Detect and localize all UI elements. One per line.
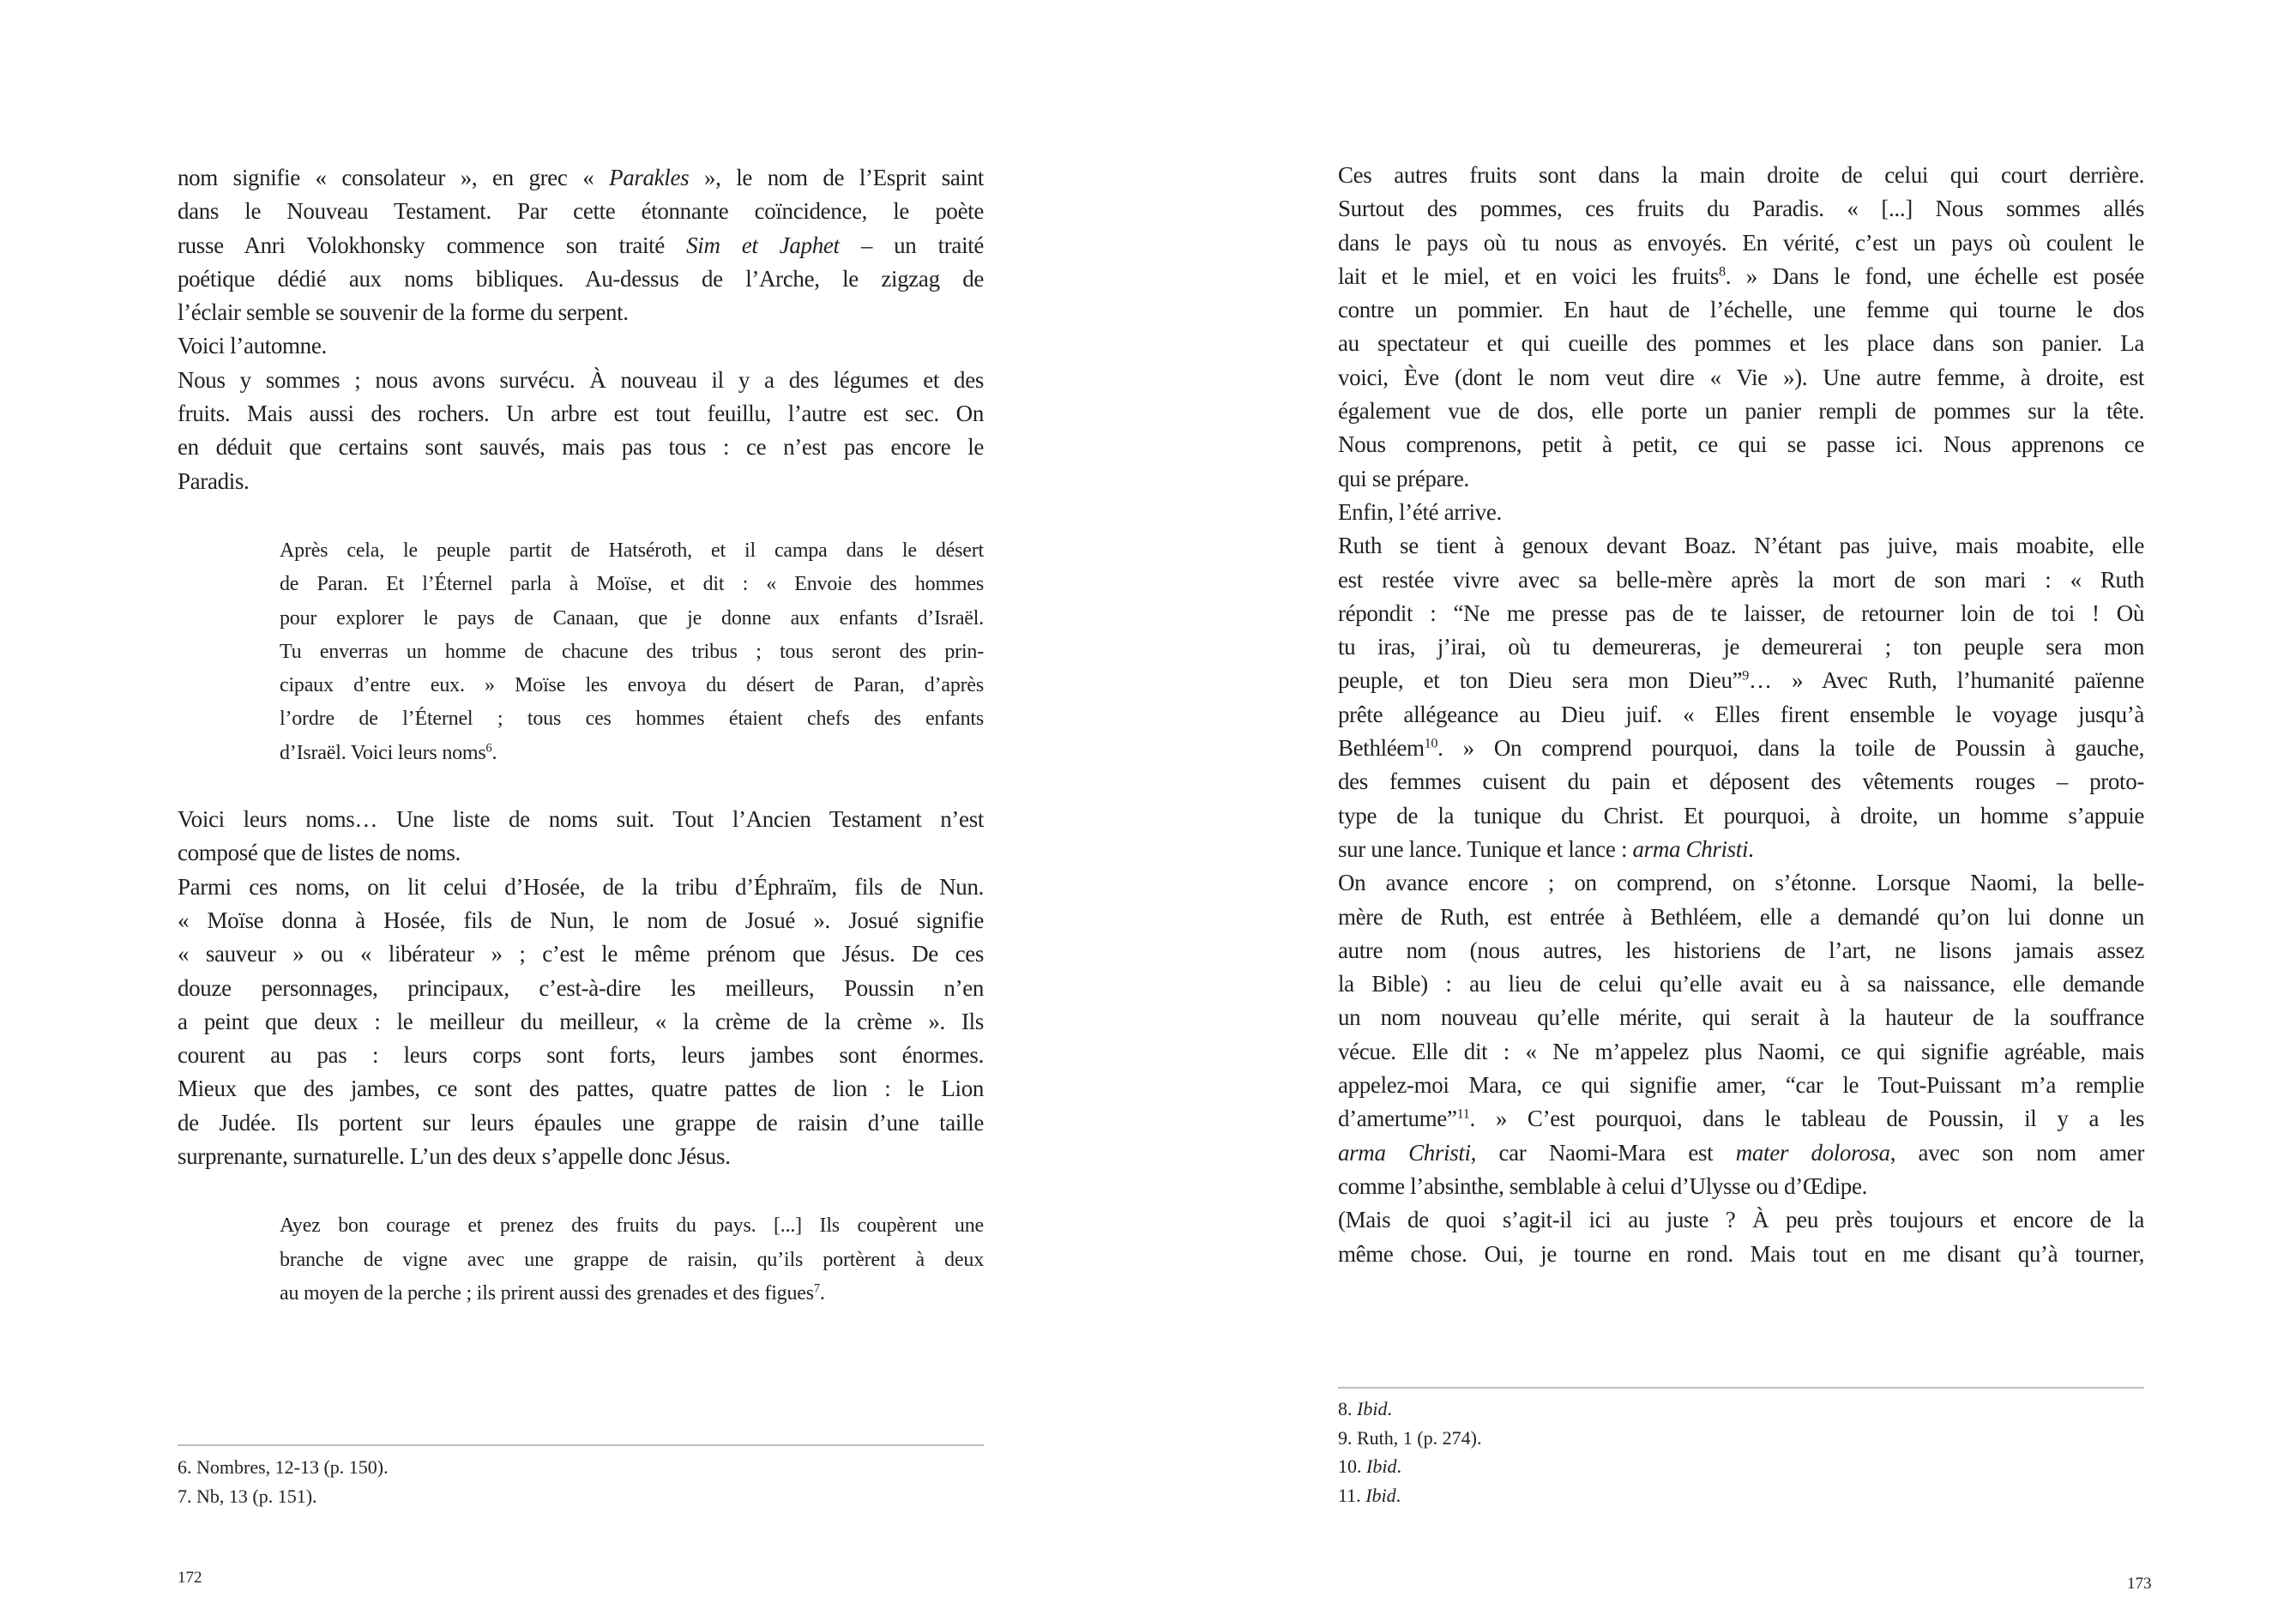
text-run: Voici leurs noms… Une liste de noms suit. Tout l’Ancien Testament n’est bbox=[178, 806, 984, 833]
paragraph bbox=[1338, 866, 2144, 1203]
text-run: On avance encore ; on comprend, on s’étonne. Lorsque Naomi, la belle- bbox=[1338, 870, 2144, 896]
text-run: dans le pays où tu nous as envoyés. En vérité, c’est un pays où coulent le bbox=[1338, 229, 2144, 256]
text-run: , car Naomi-Mara est bbox=[1470, 1139, 1736, 1166]
text-line bbox=[178, 871, 984, 904]
italic-text: mater dolorosa bbox=[1735, 1139, 1890, 1166]
text-run: cipaux d’entre eux. » Moïse les envoya du désert de Paran, d’après bbox=[280, 674, 984, 697]
text-run: Paradis. bbox=[178, 467, 250, 494]
text-run: fruits. Mais aussi des rochers. Un arbre est tout feuillu, l’autre est sec. On bbox=[178, 401, 984, 427]
text-line bbox=[280, 636, 984, 669]
text-run: . » C’est pourquoi, dans le tableau de Poussin, il y a les bbox=[1469, 1106, 2144, 1132]
text-line bbox=[1338, 901, 2144, 934]
text-line bbox=[1338, 1238, 2144, 1271]
footnote bbox=[178, 1453, 389, 1482]
text-line bbox=[1338, 496, 2144, 529]
text-run: 10. bbox=[1338, 1455, 1366, 1477]
text-line bbox=[1338, 1170, 2144, 1203]
text-run: . » Dans le fond, une échelle est posée bbox=[1725, 262, 2144, 289]
italic-text: arma Christi bbox=[1632, 835, 1749, 862]
text-line bbox=[280, 1277, 984, 1311]
text-line bbox=[1338, 260, 2144, 293]
text-run: Ces autres fruits sont dans la main droite de celui qui court derrière. bbox=[1338, 162, 2144, 188]
text-line bbox=[1338, 327, 2144, 360]
footnotes bbox=[178, 1453, 389, 1510]
text-run: 11. bbox=[1338, 1484, 1366, 1506]
text-run: Bethléem bbox=[1338, 735, 1425, 762]
paragraph bbox=[178, 803, 984, 871]
paragraph bbox=[1338, 159, 2144, 496]
text-run: de Paran. Et l’Éternel parla à Moïse, et dit : « Envoie des hommes bbox=[280, 573, 984, 596]
text-run: mère de Ruth, est entrée à Bethléem, elle a demandé qu’on lui donne un bbox=[1338, 903, 2144, 930]
text-line bbox=[1338, 529, 2144, 563]
text-run: l’éclair semble se souvenir de la forme du serpent. bbox=[178, 299, 629, 326]
text-line bbox=[1338, 1069, 2144, 1102]
text-line bbox=[178, 195, 984, 228]
text-run: 7. Nb, 13 (p. 151). bbox=[178, 1485, 317, 1507]
text-run: appelez-moi Mara, ce qui signifie amer, “car le Tout-Puissant m’a remplie bbox=[1338, 1072, 2144, 1099]
text-run: Surtout des pommes, ces fruits du Paradis. « [...] Nous sommes allés bbox=[1338, 196, 2144, 222]
text-run: contre un pommier. En haut de l’échelle, une femme qui tourne le dos bbox=[1338, 297, 2144, 323]
text-run: a peint que deux : le meilleur du meilleur, « la crème de la crème ». Ils bbox=[178, 1008, 984, 1034]
text-run: . bbox=[491, 741, 497, 764]
text-run: . bbox=[1396, 1455, 1401, 1477]
text-line bbox=[1338, 1035, 2144, 1069]
text-line bbox=[178, 364, 984, 397]
text-run: au spectateur et qui cueille des pommes et les place dans son panier. La bbox=[1338, 330, 2144, 357]
text-run: 6. Nombres, 12-13 (p. 150). bbox=[178, 1456, 389, 1478]
text-line bbox=[1338, 833, 2144, 866]
text-run: , avec son nom amer bbox=[1889, 1139, 2144, 1166]
text-line bbox=[1338, 462, 2144, 496]
text-line bbox=[280, 702, 984, 736]
text-run: Mieux que des jambes, ce sont des pattes, quatre pattes de lion : le Lion bbox=[178, 1076, 984, 1102]
italic-text: arma Christi bbox=[1338, 1139, 1471, 1166]
text-run: un nom nouveau qu’elle mérite, qui serait à la hauteur de la souffrance bbox=[1338, 1004, 2144, 1031]
text-run: lait et le miel, et en voici les fruits bbox=[1338, 262, 1720, 289]
body-text bbox=[178, 161, 984, 1343]
text-run: (Mais de quoi s’agit-il ici au juste ? À peu près toujours et encore de la bbox=[1338, 1207, 2144, 1233]
paragraph bbox=[178, 364, 984, 498]
text-run: vécue. Elle dit : « Ne m’appelez plus Naomi, ce qui signifie agréable, mais bbox=[1338, 1038, 2144, 1064]
text-line bbox=[178, 1005, 984, 1039]
text-run: branche de vigne avec une grappe de raisin, qu’ils portèrent à deux bbox=[280, 1248, 984, 1271]
text-run: est restée vivre avec sa belle-mère après la mort de son mari : « Ruth bbox=[1338, 566, 2144, 593]
paragraph bbox=[1338, 1203, 2144, 1271]
text-line bbox=[1338, 1001, 2144, 1034]
text-run: d’amertume” bbox=[1338, 1106, 1457, 1132]
text-run: Après cela, le peuple partit de Hatséroth, et il campa dans le désert bbox=[280, 539, 984, 562]
page-number: 172 bbox=[178, 1569, 202, 1587]
footnote bbox=[1338, 1395, 1481, 1424]
footnote-ref: 9 bbox=[1742, 667, 1750, 684]
text-line bbox=[178, 1140, 984, 1173]
block-quote bbox=[280, 534, 984, 770]
italic-text: Sim et Japhet bbox=[686, 232, 840, 258]
text-line bbox=[178, 329, 984, 363]
footnote bbox=[1338, 1481, 1481, 1510]
paragraph bbox=[178, 871, 984, 1174]
text-line bbox=[1338, 395, 2144, 428]
paragraph bbox=[178, 161, 984, 329]
text-line bbox=[1338, 428, 2144, 461]
text-run: dans le Nouveau Testament. Par cette étonnante coïncidence, le poète bbox=[178, 198, 984, 225]
text-line bbox=[280, 568, 984, 601]
paragraph bbox=[178, 329, 984, 363]
text-line bbox=[1338, 967, 2144, 1001]
page-number: 173 bbox=[2127, 1575, 2152, 1593]
text-run: en déduit que certains sont sauvés, mais pas tous : ce n’est pas encore le bbox=[178, 434, 984, 461]
text-run: . » On comprend pourquoi, dans la toile de Poussin à gauche, bbox=[1437, 735, 2144, 762]
footnote-ref: 7 bbox=[813, 1281, 820, 1296]
text-line bbox=[1338, 630, 2144, 664]
text-run: « sauveur » ou « libérateur » ; c’est le même prénom que Jésus. De ces bbox=[178, 941, 984, 967]
text-line bbox=[1338, 934, 2144, 967]
text-line bbox=[178, 836, 984, 870]
text-run: douze personnages, principaux, c’est-à-dire les meilleurs, Poussin n’en bbox=[178, 974, 984, 1001]
text-run: prête allégeance au Dieu juif. « Elles firent ensemble le voyage jusqu’à bbox=[1338, 701, 2144, 727]
text-run: 9. Ruth, 1 (p. 274). bbox=[1338, 1426, 1482, 1449]
text-line bbox=[1338, 698, 2144, 732]
text-line bbox=[280, 737, 984, 770]
text-run: comme l’absinthe, semblable à celui d’Ulysse ou d’Œdipe. bbox=[1338, 1172, 1867, 1199]
text-line bbox=[280, 669, 984, 702]
text-run: Enfin, l’été arrive. bbox=[1338, 498, 1502, 525]
text-run: Parmi ces noms, on lit celui d’Hosée, de la tribu d’Éphraïm, fils de Nun. bbox=[178, 873, 984, 900]
text-line bbox=[280, 534, 984, 568]
text-line bbox=[1338, 361, 2144, 395]
text-run: au moyen de la perche ; ils prirent aussi des grenades et des figues bbox=[280, 1281, 814, 1305]
text-run: voici, Ève (dont le nom veut dire « Vie »). Une autre femme, à droite, est bbox=[1338, 364, 2144, 390]
block-quote bbox=[280, 1209, 984, 1311]
footnote bbox=[1338, 1452, 1481, 1481]
text-run: autre nom (nous autres, les historiens de l’art, ne lisons jamais assez bbox=[1338, 937, 2144, 963]
footnotes bbox=[1338, 1395, 1481, 1510]
text-run: surprenante, surnaturelle. L’un des deux s’appelle donc Jésus. bbox=[178, 1143, 731, 1170]
text-run: « Moïse donna à Hosée, fils de Nun, le nom de Josué ». Josué signifie bbox=[178, 907, 984, 933]
text-line bbox=[1338, 597, 2144, 630]
text-run: même chose. Oui, je tourne en rond. Mais tout en me disant qu’à tourner, bbox=[1338, 1240, 2144, 1267]
text-run: pour explorer le pays de Canaan, que je donne aux enfants d’Israël. bbox=[280, 606, 984, 630]
text-line bbox=[178, 937, 984, 971]
footnote bbox=[178, 1482, 389, 1511]
text-run: … » Avec Ruth, l’humanité païenne bbox=[1749, 667, 2144, 694]
text-run: . bbox=[1395, 1484, 1401, 1506]
text-line bbox=[280, 602, 984, 636]
text-line bbox=[280, 1209, 984, 1243]
text-run: . bbox=[1387, 1398, 1392, 1419]
text-run: Ruth se tient à genoux devant Boaz. N’étant pas juive, mais moabite, elle bbox=[1338, 533, 2144, 559]
footnote-ref: 6 bbox=[485, 741, 492, 756]
footnote-ref: 10 bbox=[1424, 735, 1438, 751]
text-run: Nous y sommes ; nous avons survécu. À nouveau il y a des légumes et des bbox=[178, 366, 984, 393]
text-run: – un traité bbox=[839, 232, 985, 258]
text-line bbox=[1338, 732, 2144, 765]
text-line bbox=[178, 431, 984, 464]
text-run: courent au pas : leurs corps sont forts, leurs jambes sont énormes. bbox=[178, 1042, 984, 1069]
text-line bbox=[1338, 293, 2144, 327]
text-run: Voici l’automne. bbox=[178, 333, 327, 359]
text-run: Tu enverras un homme de chacune des tribus ; tous seront des prin- bbox=[280, 640, 984, 663]
text-line bbox=[178, 904, 984, 937]
italic-text: Ibid bbox=[1357, 1398, 1388, 1419]
footnote-divider bbox=[1338, 1387, 2144, 1389]
text-line bbox=[1338, 866, 2144, 900]
text-run: . bbox=[1748, 835, 1754, 862]
text-run: poétique dédié aux noms bibliques. Au-dessus de l’Arche, le zigzag de bbox=[178, 265, 984, 292]
text-run: sur une lance. Tunique et lance : bbox=[1338, 835, 1633, 862]
text-line bbox=[178, 1072, 984, 1106]
text-run: russe Anri Volokhonsky commence son traité bbox=[178, 232, 687, 258]
paragraph bbox=[1338, 496, 2144, 529]
body-text bbox=[1338, 159, 2144, 1271]
text-line bbox=[178, 465, 984, 498]
text-run: nom signifie « consolateur », en grec « bbox=[178, 165, 610, 190]
text-line bbox=[178, 229, 984, 262]
italic-text: Ibid bbox=[1365, 1484, 1396, 1506]
text-run: répondit : “Ne me presse pas de te laisser, de retourner loin de toi ! Où bbox=[1338, 600, 2144, 626]
text-run: d’Israël. Voici leurs noms bbox=[280, 741, 486, 764]
text-line bbox=[178, 296, 984, 329]
text-line bbox=[178, 1106, 984, 1140]
footnote-ref: 11 bbox=[1456, 1106, 1470, 1122]
text-line bbox=[178, 262, 984, 296]
text-run: 8. bbox=[1338, 1398, 1357, 1419]
text-line bbox=[1338, 664, 2144, 697]
footnote bbox=[1338, 1424, 1481, 1453]
text-run: Nous comprenons, petit à petit, ce qui se passe ici. Nous apprenons ce bbox=[1338, 431, 2144, 458]
text-line bbox=[178, 161, 984, 195]
footnote-divider bbox=[178, 1444, 984, 1446]
text-line bbox=[1338, 765, 2144, 798]
italic-text: Ibid bbox=[1366, 1455, 1397, 1477]
text-line bbox=[1338, 1136, 2144, 1170]
text-run: tu iras, j’irai, où tu demeureras, je demeurerai ; ton peuple sera mon bbox=[1338, 634, 2144, 660]
text-line bbox=[1338, 563, 2144, 597]
paragraph bbox=[1338, 529, 2144, 866]
text-line bbox=[1338, 799, 2144, 833]
right-page bbox=[1148, 0, 2296, 1621]
text-line bbox=[178, 803, 984, 836]
text-run: de Judée. Ils portent sur leurs épaules une grappe de raisin d’une taille bbox=[178, 1109, 984, 1136]
text-run: peuple, et ton Dieu sera mon Dieu” bbox=[1338, 667, 1743, 694]
footnote-ref: 8 bbox=[1719, 263, 1726, 280]
text-run: qui se prépare. bbox=[1338, 465, 1469, 491]
text-run: composé que de listes de noms. bbox=[178, 840, 461, 866]
text-line bbox=[178, 1039, 984, 1072]
text-line bbox=[1338, 192, 2144, 226]
text-run: . bbox=[819, 1281, 825, 1305]
italic-text: Parakles bbox=[609, 165, 690, 190]
text-run: type de la tunique du Christ. Et pourquoi, à droite, un homme s’appuie bbox=[1338, 802, 2144, 829]
text-line bbox=[178, 397, 984, 431]
text-run: également vue de dos, elle porte un panier rempli de pommes sur la tête. bbox=[1338, 398, 2144, 425]
text-run: des femmes cuisent du pain et déposent des vêtements rouges – proto- bbox=[1338, 768, 2144, 795]
text-run: Ayez bon courage et prenez des fruits du pays. [...] Ils coupèrent une bbox=[280, 1214, 984, 1238]
text-line bbox=[178, 972, 984, 1005]
text-run: la Bible) : au lieu de celui qu’elle avait eu à sa naissance, elle demande bbox=[1338, 971, 2144, 997]
text-line bbox=[1338, 1102, 2144, 1136]
text-line bbox=[1338, 159, 2144, 192]
text-run: l’ordre de l’Éternel ; tous ces hommes étaient chefs des enfants bbox=[280, 708, 984, 731]
text-run: », le nom de l’Esprit saint bbox=[689, 165, 984, 190]
text-line bbox=[1338, 1203, 2144, 1237]
text-line bbox=[1338, 226, 2144, 260]
text-line bbox=[280, 1244, 984, 1277]
